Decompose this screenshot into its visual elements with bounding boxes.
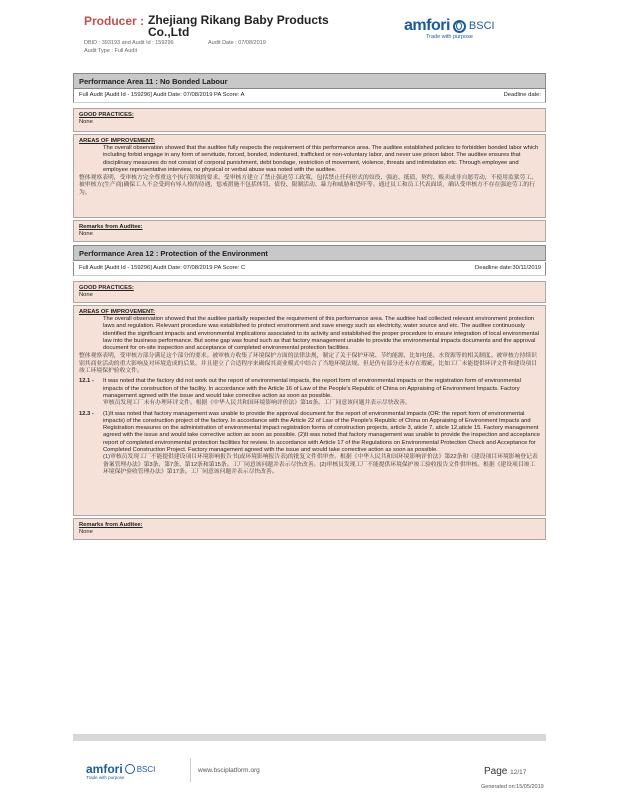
footer-url[interactable]: www.bsciplatform.org bbox=[198, 767, 260, 774]
area11-remarks-heading: Remarks from Auditee: bbox=[79, 224, 143, 230]
page-label: Page bbox=[484, 766, 508, 777]
finding-number: 12.3 - bbox=[79, 410, 94, 417]
area12-remarks-heading: Remarks from Auditee: bbox=[79, 522, 143, 528]
amfori-wordmark: amfori bbox=[404, 17, 450, 34]
area11-title: Performance Area 11 : No Bonded Labour bbox=[73, 73, 546, 89]
area11-info bbox=[73, 89, 546, 103]
area12-remarks bbox=[73, 518, 546, 540]
footer-bsci-wordmark: BSCI bbox=[136, 764, 156, 774]
area11-good-value: None bbox=[79, 119, 93, 125]
generated-date: Generated on:15/05/2019 bbox=[481, 784, 544, 790]
area12-areas-of-improvement bbox=[73, 305, 546, 516]
footer-tagline: Trade with purpose bbox=[86, 775, 125, 780]
area11-deadline: Deadline date: bbox=[503, 92, 541, 98]
finding-text-cn: 审核员发现工厂未有办理环评文件。根据《中华人民共和国环境影响评价法》第16条。工厂同意该问题并表示尽快改善。 bbox=[103, 400, 411, 407]
producer-name: Zhejiang Rikang Baby Products Co.,Ltd bbox=[148, 13, 329, 39]
area11-good-practices bbox=[73, 108, 546, 132]
finding-number: 12.1 - bbox=[79, 378, 94, 385]
area12-info-text: Full Audit [Audit Id - 159296] Audit Date: 07/08/2019 PA Score: C bbox=[79, 265, 246, 271]
area11-info-text: Full Audit [Audit Id - 159296] Audit Date: 07/08/2019 PA Score: A bbox=[79, 92, 245, 98]
audit-date: Audit Date : 07/08/2019 bbox=[208, 40, 266, 46]
area12-aoi-cn: 整体观察表明，受审核方部分满足这个部分的要求。被审核方收集了环境保护方面的法律法规，制定了关于保护环境、节约能源，比如电能、水资源等的相关制度。被审核方持续识别其商业活动的重大影响及对环境造成的后果，并且建立了合适程序来确保其商业模式中结合了当地环境法规。但是仍有部分还未存在瑕疵，比如工厂未能提供环评文件和建设项目竣工环境保护验收文件。 bbox=[79, 353, 537, 375]
area11-aoi-heading: AREAS OF IMPROVEMENT: bbox=[79, 138, 156, 144]
finding-text-en: (1)It was noted that factory management was unable to provide the approval document for the report of environmental impacts (OR: the report form of environmental impacts) of the construction project of the factory. In accordance with the Article 22 of Law of the People's Republic of China on Appraising of Environment Impacts and Registration measures on the administration of environmental impact registration forms of construction projects, article 3, aticle 7, aticle 12,aticle 15. Factory management agreed with the issue and would take corrective action as soon as possible. (2)It was noted that factory management was unable to provide the inspection and acceptance report of completed environmental protection facilities for review. In accordance with Article 17 of the Regulations on Environmental Protection Check and Acceptance for Completed Construction Project. Factory management agreed with the issue and would take corrective action as soon as possible. bbox=[103, 410, 540, 454]
finding-item bbox=[79, 411, 540, 477]
bsci-circle-icon bbox=[453, 20, 466, 33]
page-number bbox=[484, 766, 526, 777]
area12-good-heading: GOOD PRACTICES: bbox=[79, 285, 134, 291]
horizontal-scrollbar[interactable] bbox=[73, 734, 546, 741]
area12-remarks-value: None bbox=[79, 529, 93, 535]
footer-bsci-circle-icon bbox=[125, 764, 135, 774]
area12-good-practices bbox=[73, 281, 546, 303]
producer-label: Producer : bbox=[84, 14, 145, 28]
area11-remarks bbox=[73, 220, 546, 242]
tagline: Trade with purpose bbox=[426, 34, 473, 40]
area12-deadline: Deadline date:30/11/2019 bbox=[475, 265, 541, 271]
area11-aoi-cn: 整体观察表明，受审核方完全尊重这个执行领域的要求。受审核方建立了禁止强迫劳工政策，包括禁止任何形式的奴役、强迫、抵债、契约、贩卖或非自愿劳动，不使用监狱劳工。被审核方(生产商)确保工人不会受到有辱人格的待遇，惩戒措施不包括体罚、债役、限制活动、暴力和威胁和恐吓等。通过员工和员工代表面谈，确认受审核方不存在强迫劳工的行为。 bbox=[79, 175, 537, 196]
footer-divider bbox=[190, 758, 191, 782]
page-num: 12/17 bbox=[510, 769, 527, 776]
bsci-wordmark: BSCI bbox=[468, 20, 495, 32]
finding-text-cn: (1)审核员发现工厂不能提供建设项目环境影响报告书(或环境影响报告表)的批复文件供审查。根据《中华人民共和国环境影响评价法》第22条和《建设项目环境影响登记表备案管理办法》第3条、第7条、第12条和第15条。工厂同意该问题并表示尽快改善。(2)审核员发现工厂不能提供环境保护竣工验收报告文件供审核。根据《建设项目竣工环境保护验收管理办法》第17条。工厂同意该问题并表示尽快改善。 bbox=[103, 454, 538, 475]
finding-text-en: It was noted that the factory did not work out the report of environmental impacts, the report form of environmental impacts or the registration form of environmental impacts of the construction of the facility. In accordance with the Article 16 of Law of the People's Republic of China on Appraising of Environment Impacts. Factory management agreed with the issue and would take corrective action as soon as possible. bbox=[103, 378, 521, 399]
audit-type: Audit Type : Full Audit bbox=[84, 48, 138, 54]
area11-good-heading: GOOD PRACTICES: bbox=[79, 112, 134, 118]
area11-aoi-en: The overall observation showed that the auditee fully respects the requirement of this performance area. The auditee established policies to forbidden bonded labor which including forbid engage in any form of servitude, forced, bonded, indentured, trafficked or non-voluntary labor, and never use prison labor. The auditee ensures that disciplinary measures do not consist of corporal punishment, debt bondage, restriction of movement, violence, threats and intimidation etc. Through employee and employee representative interview, no physical or verbal abuse was noted with the auditee. bbox=[103, 145, 539, 173]
area12-good-value: None bbox=[79, 292, 93, 298]
footer-amfori-wordmark: amfori bbox=[86, 762, 123, 776]
area11-remarks-value: None bbox=[79, 231, 93, 237]
area11-areas-of-improvement bbox=[73, 134, 546, 218]
amfori-bsci-logo bbox=[404, 17, 495, 35]
area12-aoi-heading: AREAS OF IMPROVEMENT: bbox=[79, 309, 156, 315]
area12-title: Performance Area 12 : Protection of the Environment bbox=[73, 245, 546, 261]
area12-info bbox=[73, 262, 546, 276]
footer-logo bbox=[86, 762, 155, 776]
area12-aoi-en: The overall observation showed that the auditee partially respected the requirement of this performance area. The auditee had collected relevant environment protection laws and regulation. Relevant procedure was established to protect environment and save energy such as electricity, water source and etc. The auditee continuously identified the significant impacts and environmental implications associated to its activity and established the proper procedure to ensure integration of local environmental law into the business performance. But some gap was found such as that factory management unable to provide the environmental impacts documents and the approval document for on-site inspection and acceptance of completed environmental protection facilities. bbox=[103, 316, 539, 352]
dbid: DBID : 393193 and Audit Id : 159296 bbox=[84, 40, 174, 46]
finding-item bbox=[79, 378, 540, 407]
